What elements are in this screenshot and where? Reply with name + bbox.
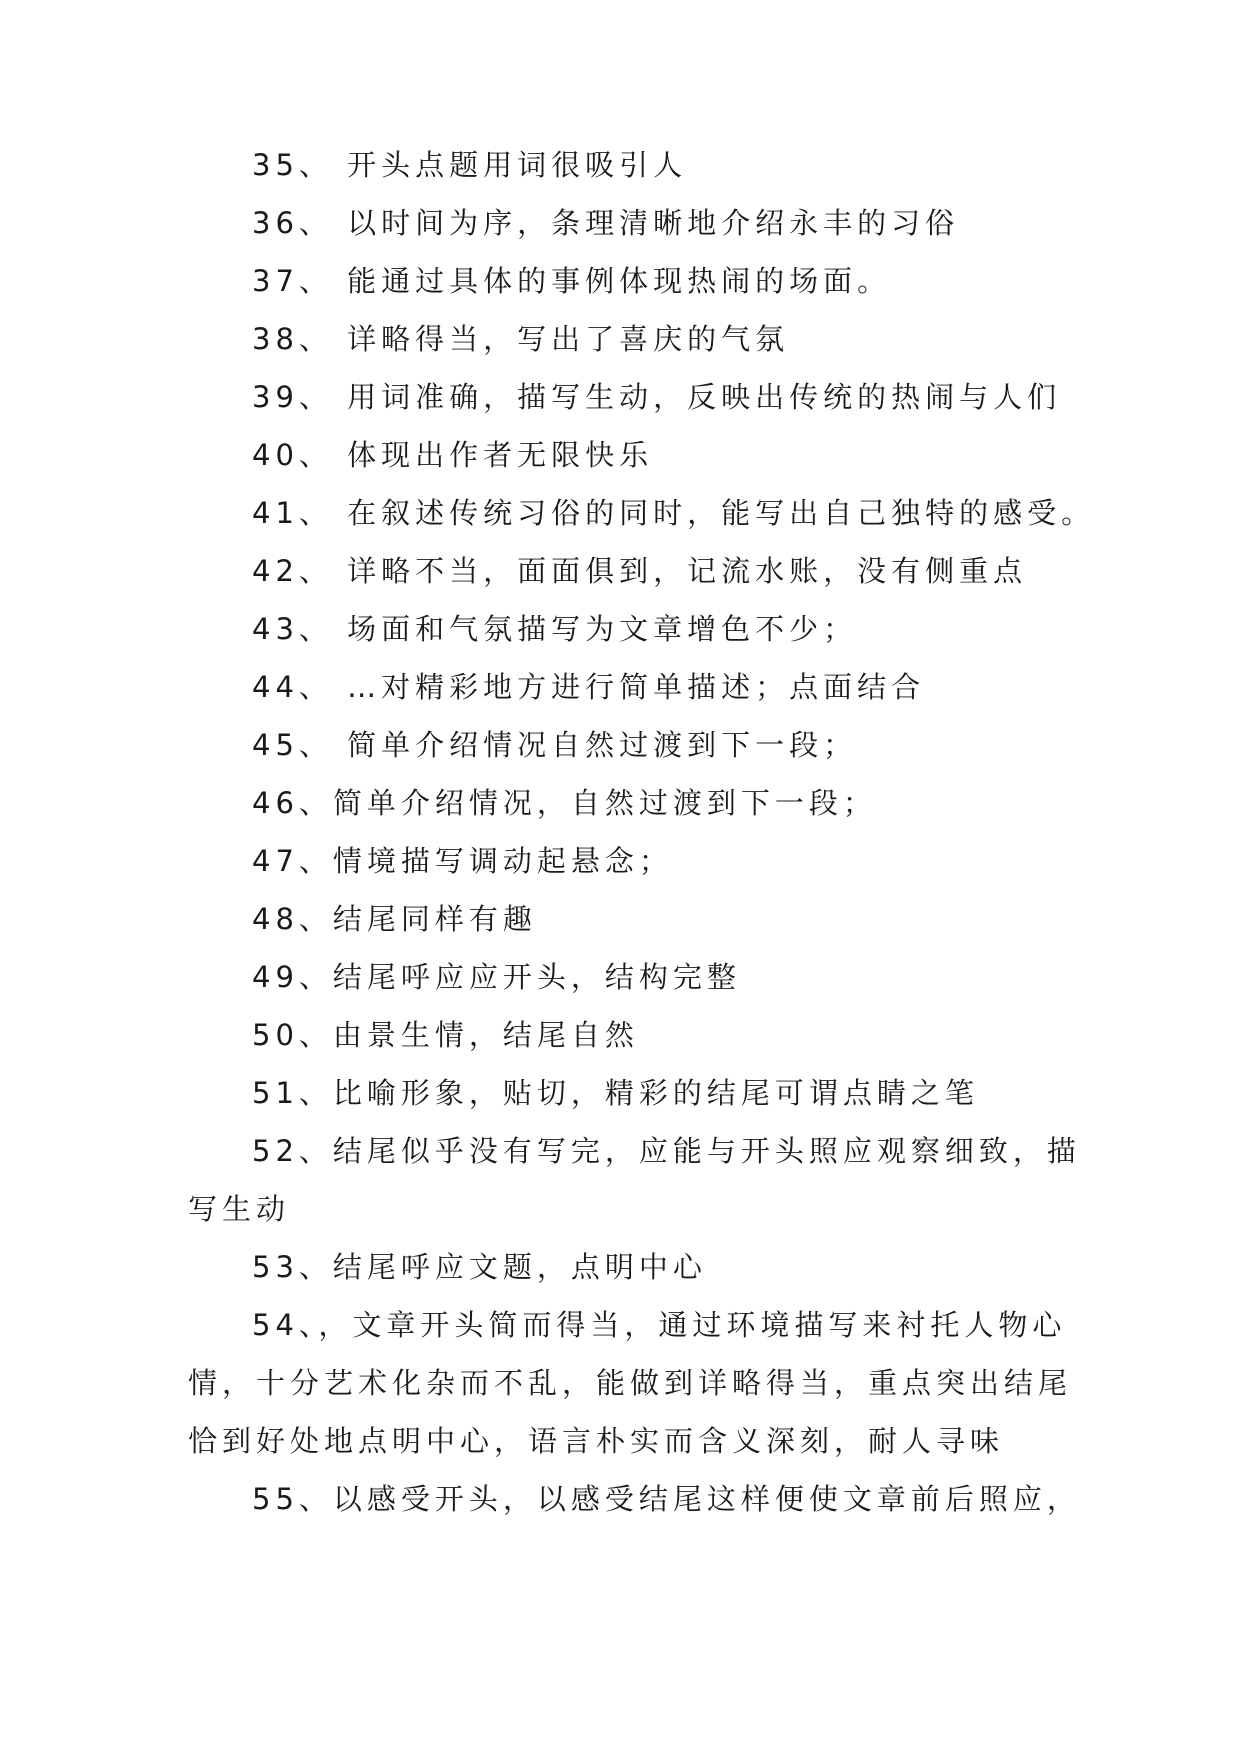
comment-line-51: 51、比喻形象，贴切，精彩的结尾可谓点睛之笔	[252, 1076, 979, 1110]
comment-line-43: 43、 场面和气氛描写为文章增色不少；	[252, 612, 858, 646]
comment-line-49: 49、结尾呼应应开头，结构完整	[252, 960, 741, 994]
comment-line-45: 45、 简单介绍情况自然过渡到下一段；	[252, 728, 858, 762]
comment-line-47: 47、情境描写调动起悬念；	[252, 844, 673, 878]
comment-line-48: 48、结尾同样有趣	[252, 902, 537, 936]
comment-line-44: 44、 …对精彩地方进行简单描述；点面结合	[252, 670, 926, 704]
comment-line-54: 54、，文章开头简而得当，通过环境描写来衬托人物心	[252, 1308, 1067, 1342]
comment-line-37: 37、 能通过具体的事例体现热闹的场面。	[252, 264, 892, 298]
comment-line-40: 40、 体现出作者无限快乐	[252, 438, 654, 472]
comment-line-42: 42、 详略不当，面面俱到，记流水账，没有侧重点	[252, 554, 1028, 588]
comment-line-41: 41、 在叙述传统习俗的同时，能写出自己独特的感受。	[252, 496, 1096, 530]
comment-line-52-continued: 写生动	[188, 1192, 291, 1226]
comment-line-36: 36、 以时间为序，条理清晰地介绍永丰的习俗	[252, 206, 960, 240]
comment-line-39: 39、 用词准确，描写生动，反映出传统的热闹与人们	[252, 380, 1062, 414]
comment-line-54-continued-1: 情，十分艺术化杂而不乱，能做到详略得当，重点突出结尾	[188, 1366, 1073, 1400]
comment-line-35: 35、 开头点题用词很吸引人	[252, 148, 688, 182]
comment-line-46: 46、简单介绍情况，自然过渡到下一段；	[252, 786, 877, 820]
comment-line-50: 50、由景生情，结尾自然	[252, 1018, 639, 1052]
comment-line-52: 52、结尾似乎没有写完，应能与开头照应观察细致，描	[252, 1134, 1081, 1168]
comment-line-54-continued-2: 恰到好处地点明中心，语言朴实而含义深刻，耐人寻味	[188, 1424, 1005, 1458]
comment-line-38: 38、 详略得当，写出了喜庆的气氛	[252, 322, 790, 356]
comment-line-53: 53、结尾呼应文题，点明中心	[252, 1250, 707, 1284]
comment-line-55: 55、以感受开头，以感受结尾这样便使文章前后照应，	[252, 1482, 1081, 1516]
